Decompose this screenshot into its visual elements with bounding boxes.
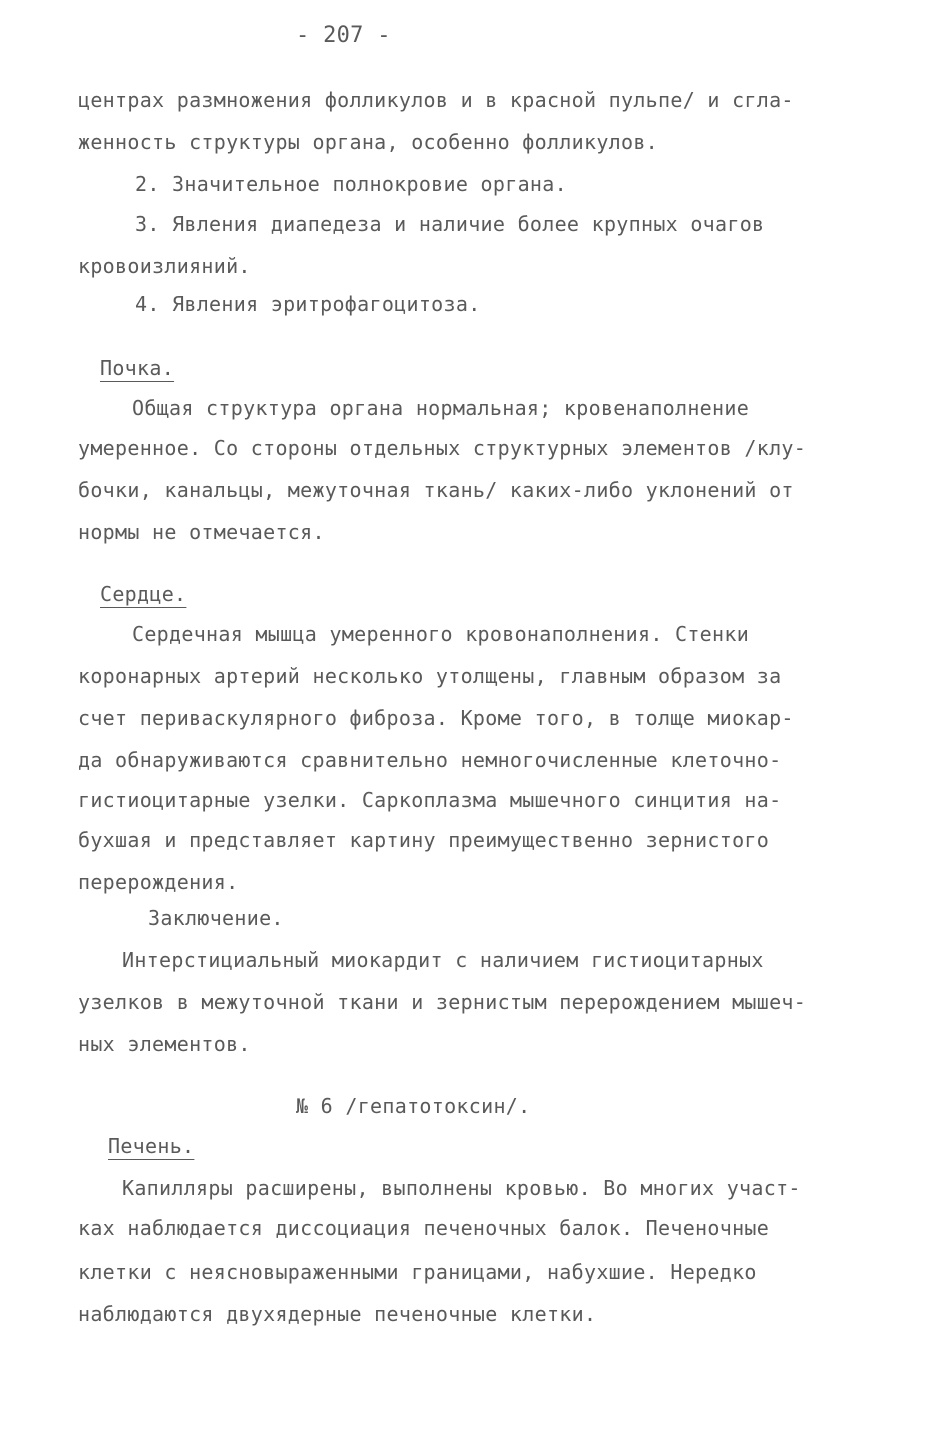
text-line: Сердечная мышца умеренного кровонаполнения. Стенки [132,622,750,646]
section-heading-heart: Сердце. [100,582,187,606]
text-line: Интерстициальный миокардит с наличием гистиоцитарных [122,948,764,972]
text-line: ных элементов. [78,1032,251,1056]
section-heading-conclusion: Заключение. [148,906,284,930]
text-line: 2. Значительное полнокровие органа. [135,172,567,196]
text-line: нормы не отмечается. [78,520,325,544]
text-line: 3. Явления диапедеза и наличие более крупных очагов [135,212,765,236]
text-line: бочки, канальцы, межуточная ткань/ каких-либо уклонений от [78,478,794,502]
case-title: № 6 /гепатотоксин/. [296,1094,531,1118]
text-line: гистиоцитарные узелки. Саркоплазма мышечного синцития на- [78,788,782,812]
text-line: клетки с неясновыраженными границами, набухшие. Нередко [78,1260,757,1284]
text-line: кровоизлияний. [78,254,251,278]
text-line: узелков в межуточной ткани и зернистым перерождением мышеч- [78,990,807,1014]
text-line: да обнаруживаются сравнительно немногочисленные клеточно- [78,748,782,772]
text-line: 4. Явления эритрофагоцитоза. [135,292,481,316]
text-line: Общая структура органа нормальная; кровенаполнение [132,396,750,420]
text-line: ках наблюдается диссоциация печеночных балок. Печеночные [78,1216,770,1240]
page-number: - 207 - [296,23,391,48]
text-line: наблюдаются двухядерные печеночные клетки. [78,1302,597,1326]
text-line: коронарных артерий несколько утолщены, главным образом за [78,664,782,688]
text-line: женность структуры органа, особенно фолликулов. [78,130,659,154]
section-heading-kidney: Почка. [100,356,175,380]
text-line: умеренное. Со стороны отдельных структурных элементов /клу- [78,436,807,460]
section-heading-liver: Печень. [108,1134,195,1158]
text-line: центрах размножения фолликулов и в красной пульпе/ и сгла- [78,88,794,112]
text-line: Капилляры расширены, выполнены кровью. Во многих участ- [122,1176,801,1200]
text-line: бухшая и представляет картину преимущественно зернистого [78,828,770,852]
text-line: счет периваскулярного фиброза. Кроме того, в толще миокар- [78,706,794,730]
text-line: перерождения. [78,870,239,894]
